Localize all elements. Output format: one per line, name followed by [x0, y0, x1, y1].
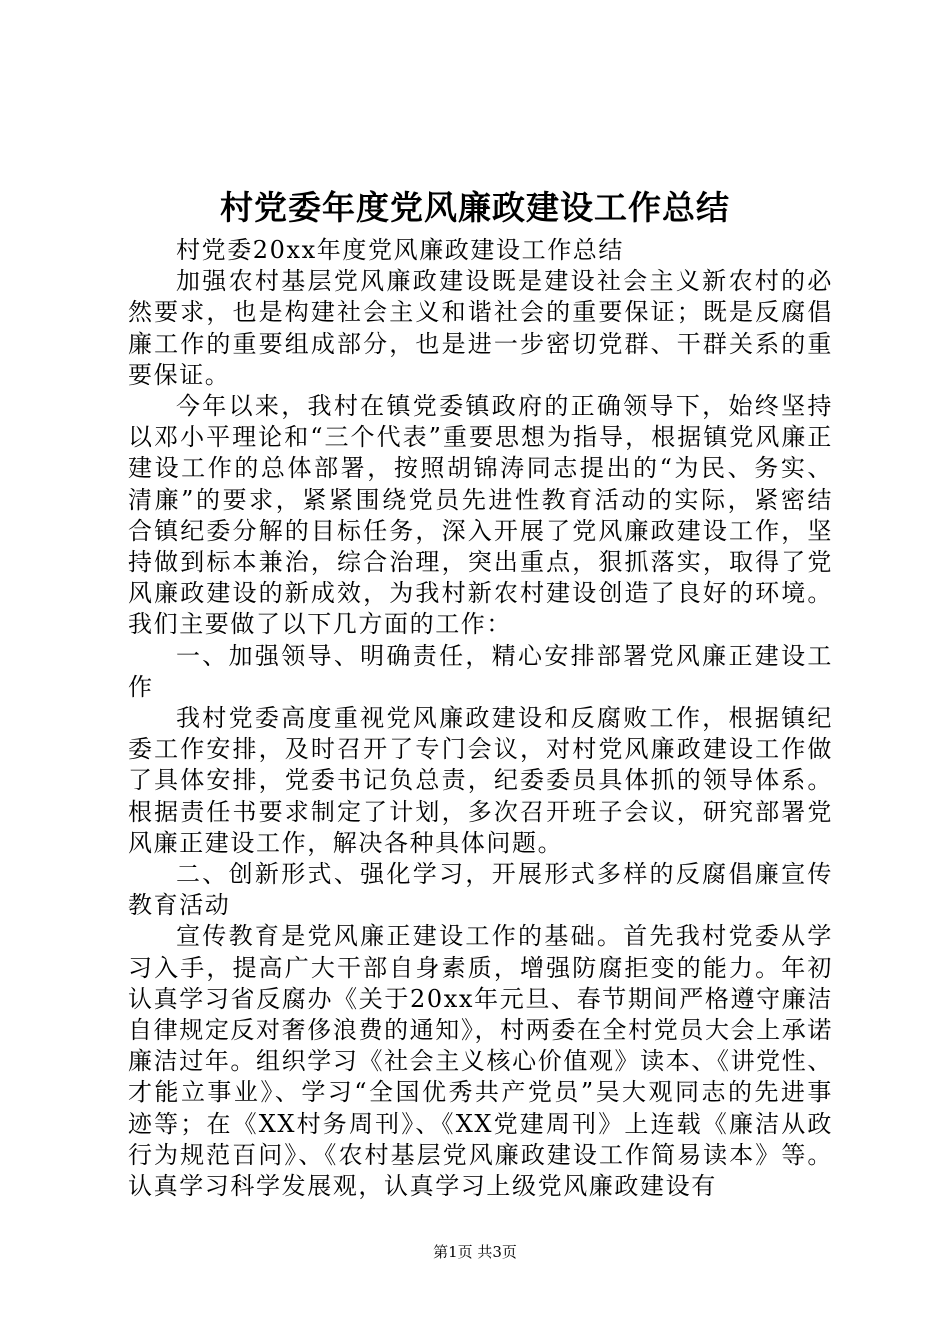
body-paragraph: 加强农村基层党风廉政建设既是建设社会主义新农村的必然要求，也是构建社会主义和谐社会的重要保证；既是反腐倡廉工作的重要组成部分，也是进一步密切党群、干群关系的重要保证。	[128, 267, 833, 389]
document-body	[128, 235, 833, 1202]
page-number-footer: 第1页 共3页	[433, 1243, 517, 1261]
document-title: 村党委年度党风廉政建设工作总结	[220, 188, 730, 227]
section-heading: 一、加强领导、明确责任，精心安排部署党风廉正建设工作	[128, 641, 833, 701]
subtitle-paragraph: 村党委20xx年度党风廉政建设工作总结	[176, 236, 625, 264]
body-paragraph: 宣传教育是党风廉正建设工作的基础。首先我村党委从学习入手，提高广大干部自身素质，增强防腐拒变的能力。年初认真学习省反腐办《关于20xx年元旦、春节期间严格遵守廉洁自律规定反对奢侈浪费的通知》，村两委在全村党员大会上承诺廉洁过年。组织学习《社会主义核心价值观》读本、《讲党性、才能立事业》、学习“全国优秀共产党员”吴大观同志的先进事迹等；在《XX村务周刊》、《XX党建周刊》上连载《廉洁从政行为规范百问》、《农村基层党风廉政建设工作简易读本》等。认真学习科学发展观，认真学习上级党风廉政建设有	[128, 922, 833, 1201]
body-paragraph: 我村党委高度重视党风廉政建设和反腐败工作，根据镇纪委工作安排，及时召开了专门会议，对村党风廉政建设工作做了具体安排，党委书记负总责，纪委委员具体抓的领导体系。根据责任书要求制定了计划，多次召开班子会议，研究部署党风廉正建设工作，解决各种具体问题。	[128, 704, 833, 857]
section-heading: 二、创新形式、强化学习，开展形式多样的反腐倡廉宣传教育活动	[128, 860, 833, 920]
body-paragraph: 今年以来，我村在镇党委镇政府的正确领导下，始终坚持以邓小平理论和“三个代表”重要思想为指导，根据镇党风廉正建设工作的总体部署，按照胡锦涛同志提出的“为民、务实、清廉”的要求，紧紧围绕党员先进性教育活动的实际，紧密结合镇纪委分解的目标任务，深入开展了党风廉政建设工作，坚持做到标本兼治，综合治理，突出重点，狠抓落实，取得了党风廉政建设的新成效，为我村新农村建设创造了良好的环境。我们主要做了以下几方面的工作：	[128, 392, 833, 639]
